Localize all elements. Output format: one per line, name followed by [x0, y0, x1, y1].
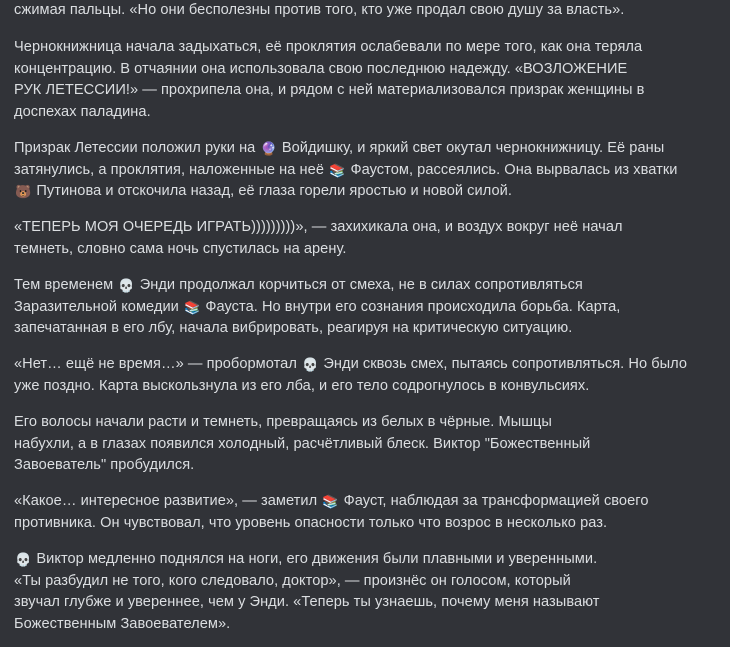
story-paragraph: [14, 37, 644, 123]
crystal-ball-icon: 🔮: [260, 142, 277, 157]
text-line: [14, 491, 648, 513]
text-line: набухли, а в глазах появился холодный, расчётливый блеск. Виктор "Божественный: [14, 435, 591, 452]
story-paragraph: [14, 217, 623, 260]
text-line: Чернокнижница начала задыхаться, её проклятия ослабевали по мере того, как она теряла: [14, 39, 643, 55]
text-line: Божественным Завоевателем».: [14, 615, 231, 632]
skull-icon: 💀: [15, 553, 32, 568]
bear-icon: 🐻: [15, 185, 32, 201]
text-segment: затянулись, а проклятия, наложенные на неё: [14, 161, 324, 178]
text-line: темнеть, словно сама ночь спустилась на арену.: [14, 240, 347, 257]
story-paragraph: [14, 138, 677, 203]
text-line: доспехах паладина.: [14, 103, 151, 120]
text-line: [14, 275, 620, 297]
text-line: [14, 297, 620, 319]
skull-icon: 💀: [118, 279, 135, 294]
text-line: «Ты разбудил не того, кого следовало, доктор», — произнёс он голосом, который: [14, 572, 571, 589]
story-paragraph: [14, 275, 620, 340]
text-segment: Энди сквозь смех, пытаясь сопротивляться. Но было: [323, 356, 688, 372]
text-segment: Заразительной комедии: [14, 298, 179, 315]
text-line: запечатанная в его лбу, начала вибрировать, реагируя на критическую ситуацию.: [14, 320, 573, 337]
text-line: Завоеватель" пробудился.: [14, 457, 195, 474]
books-icon: 📚: [322, 495, 339, 510]
text-segment: Войдишку, и яркий свет окутал чернокнижницу. Её раны: [281, 140, 665, 156]
text-line: [14, 160, 677, 182]
text-segment: Путинова и отскочила назад, её глаза горели яростью и новой силой.: [36, 183, 512, 200]
text-line: [14, 181, 677, 203]
text-segment: Виктор медленно поднялся на ноги, его движения были плавными и уверенными.: [36, 551, 598, 567]
text-segment: Тем временем: [14, 277, 114, 293]
text-line: [14, 138, 677, 160]
text-line: «ТЕПЕРЬ МОЯ ОЧЕРЕДЬ ИГРАТЬ)))))))))», — захихикала она, и воздух вокруг неё начал: [14, 219, 623, 235]
text-line: [14, 549, 600, 571]
text-line: противника. Он чувствовал, что уровень опасности только что возрос в несколько раз.: [14, 514, 608, 531]
text-line: РУК ЛЕТЕССИИ!» — прохрипела она, и рядом с ней материализовался призрак женщины в: [14, 82, 645, 99]
text-line: звучал глубже и увереннее, чем у Энди. «Теперь ты узнаешь, почему меня называют: [14, 594, 600, 611]
story-paragraph: [14, 354, 687, 397]
text-line: уже поздно. Карта выскользнула из его лба, и его тело содрогнулось в конвульсиях.: [14, 377, 590, 394]
text-segment: Фауста. Но внутри его сознания происходила борьба. Карта,: [205, 298, 621, 315]
story-paragraph: [14, 491, 648, 534]
text-segment: Фаустом, рассеялись. Она вырвалась из хватки: [350, 161, 678, 178]
text-line: концентрацию. В отчаянии она использовала свою последнюю надежду. «ВОЗЛОЖЕНИЕ: [14, 60, 628, 77]
text-line: Его волосы начали расти и темнеть, превращаясь из белых в чёрные. Мышцы: [14, 414, 552, 430]
story-paragraph: [14, 549, 600, 635]
text-segment: «Какое… интересное развитие», — заметил: [14, 493, 318, 509]
books-icon: 📚: [183, 300, 201, 316]
text-line: [14, 354, 687, 376]
story-paragraph: [14, 0, 624, 22]
text-segment: «Нет… ещё не время…» — пробормотал: [14, 356, 297, 372]
text-line: сжимая пальцы. «Но они бесполезны против того, кто уже продал свою душу за власть».: [14, 2, 625, 18]
skull-icon: 💀: [302, 358, 319, 373]
text-segment: Энди продолжал корчиться от смеха, не в силах сопротивляться: [139, 277, 583, 293]
text-segment: Призрак Летессии положил руки на: [14, 140, 256, 156]
story-paragraph: [14, 412, 590, 477]
text-segment: Фауст, наблюдая за трансформацией своего: [343, 493, 649, 509]
books-icon: 📚: [329, 163, 346, 179]
